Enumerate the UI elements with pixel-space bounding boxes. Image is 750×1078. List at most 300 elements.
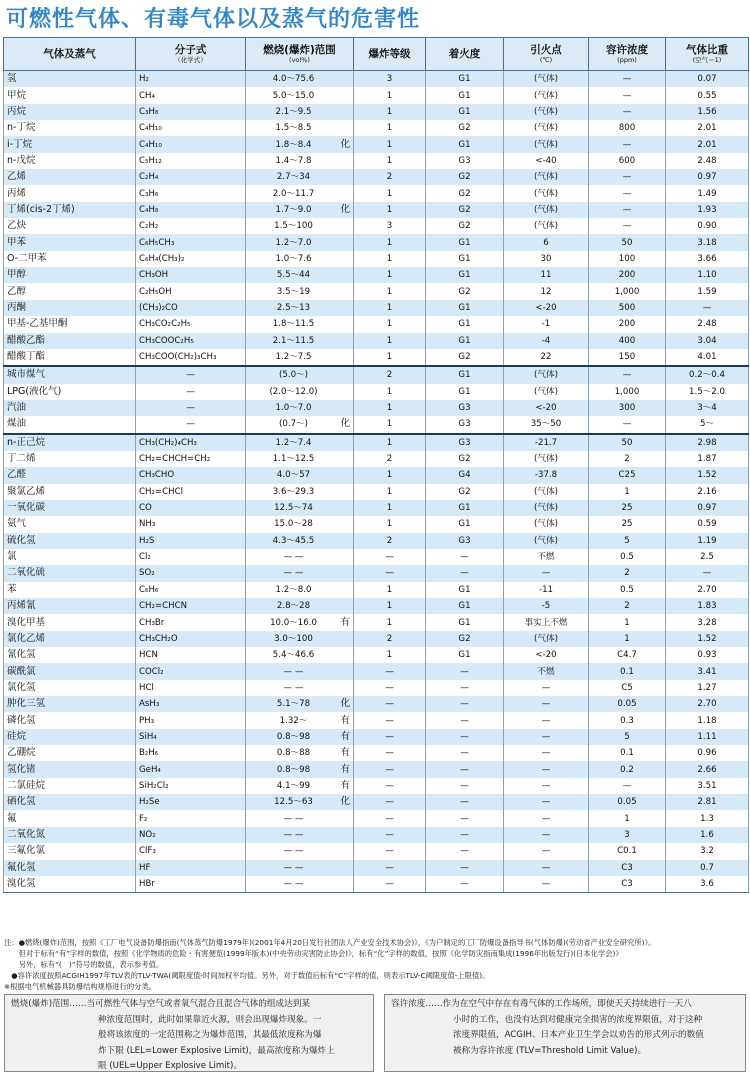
range-source-mark [338, 582, 350, 598]
explosion-range-value: 1.2～7.0 [275, 237, 312, 248]
table-row [4, 467, 749, 483]
range-source-mark [338, 680, 350, 696]
gas-name-cell: 甲苯 [4, 234, 136, 250]
range-source-mark [338, 251, 350, 267]
flash-point-cell: (气体) [504, 631, 589, 647]
explosion-range-cell [246, 663, 354, 679]
explosion-class-cell: 1 [354, 416, 426, 433]
specific-gravity-cell: 2.70 [666, 582, 749, 598]
explosion-class-cell: — [354, 696, 426, 712]
explosion-range-cell [246, 696, 354, 712]
explosion-range-value: — — [283, 862, 304, 873]
flash-point-cell: — [504, 843, 589, 859]
ignition-grade-cell: G1 [426, 384, 504, 400]
gas-name-cell: n-正己烷 [4, 434, 136, 451]
column-header-unit: (空气＝1) [692, 56, 722, 64]
table-row [4, 484, 749, 500]
allowable-concentration-cell: 1,000 [589, 283, 666, 299]
explosion-range-cell [246, 366, 354, 383]
gas-name-cell: n-戊烷 [4, 153, 136, 169]
gas-name-cell: 硅烷 [4, 729, 136, 745]
explosion-range-cell [246, 810, 354, 826]
flash-point-cell: (气体) [504, 202, 589, 218]
explosion-class-cell: 1 [354, 87, 426, 103]
flash-point-cell: (气体) [504, 366, 589, 383]
table-row [4, 712, 749, 728]
explosion-range-value: 10.0～16.0 [270, 617, 317, 628]
explosion-class-cell: 1 [354, 400, 426, 416]
flash-point-cell: <-20 [504, 300, 589, 316]
flash-point-cell: — [504, 745, 589, 761]
gas-name-cell: 乙硼烷 [4, 745, 136, 761]
formula-cell: CH₃CH₂O [136, 631, 246, 647]
specific-gravity-cell: 1.6 [666, 827, 749, 843]
specific-gravity-cell: 0.55 [666, 87, 749, 103]
table-row [4, 153, 749, 169]
gas-name-cell: 氰化氢 [4, 647, 136, 663]
explosion-range-cell [246, 794, 354, 810]
range-source-mark [338, 300, 350, 316]
table-row [4, 333, 749, 349]
allowable-concentration-cell: C0.1 [589, 843, 666, 859]
explosion-range-value: 1.1～12.5 [272, 454, 315, 465]
explosion-class-cell: 1 [354, 316, 426, 332]
explosion-range-cell [246, 120, 354, 136]
footnote-line: 注：●燃烧(爆炸)范围，按照《工厂电气设备防爆指南(气体蒸气防爆1979年)(2001年4月20日发行社团法人产业安全技术协会)》，《为户制定的工厂防爆设备指导书(气体防爆)(劳动省产业安全研究所)》。 [4, 938, 656, 947]
specific-gravity-cell: 1.52 [666, 467, 749, 483]
formula-cell: C₄H₈ [136, 202, 246, 218]
formula-cell: CH₃(CH₂)₄CH₃ [136, 434, 246, 451]
specific-gravity-cell: 1.87 [666, 451, 749, 467]
specific-gravity-cell: 1.10 [666, 267, 749, 283]
column-header [426, 38, 504, 71]
allowable-concentration-cell: — [589, 169, 666, 185]
explosion-range-value: 2.7～34 [276, 172, 311, 183]
table-row [4, 400, 749, 416]
gas-name-cell: 丙烷 [4, 104, 136, 120]
explosion-range-cell [246, 729, 354, 745]
ignition-grade-cell: G1 [426, 71, 504, 88]
explosion-class-cell: 2 [354, 533, 426, 549]
explosion-range-value: 3.6～29.3 [272, 486, 315, 497]
box-label: 燃烧(爆炸)范围…… [11, 999, 87, 1009]
ignition-grade-cell: — [426, 876, 504, 893]
allowable-concentration-cell: 600 [589, 153, 666, 169]
gas-name-cell: 乙醛 [4, 467, 136, 483]
range-source-mark [338, 860, 350, 876]
page-title: 可燃性气体、有毒气体以及蒸气的危害性 [6, 7, 421, 32]
explosion-range-box [4, 994, 374, 1072]
specific-gravity-cell: 2.01 [666, 120, 749, 136]
explosion-range-value: 1.0～7.6 [275, 253, 312, 264]
ignition-grade-cell: G1 [426, 500, 504, 516]
ignition-grade-cell: G2 [426, 202, 504, 218]
column-header [354, 38, 426, 71]
explosion-class-cell: 1 [354, 202, 426, 218]
formula-cell: H₂S [136, 533, 246, 549]
gas-name-cell: 丁烯(cis-2丁烯) [4, 202, 136, 218]
allowable-concentration-cell: 0.1 [589, 663, 666, 679]
allowable-concentration-cell: 2 [589, 565, 666, 581]
flash-point-cell: 35～50 [504, 416, 589, 433]
box-label: 容许浓度…… [391, 999, 443, 1009]
explosion-class-cell: — [354, 876, 426, 893]
explosion-range-cell [246, 565, 354, 581]
explosion-range-value: 0.8～98 [276, 764, 311, 775]
allowable-concentration-cell: 0.1 [589, 745, 666, 761]
explosion-class-cell: — [354, 565, 426, 581]
formula-cell: — [136, 416, 246, 433]
formula-cell: H₂ [136, 71, 246, 88]
specific-gravity-cell: 1.52 [666, 631, 749, 647]
explosion-range-cell [246, 267, 354, 283]
explosion-range-cell [246, 349, 354, 366]
specific-gravity-cell: 0.93 [666, 647, 749, 663]
ignition-grade-cell: G1 [426, 516, 504, 532]
explosion-range-value: 3.0～100 [274, 633, 313, 644]
specific-gravity-cell: 3.18 [666, 234, 749, 250]
flash-point-cell: -11 [504, 582, 589, 598]
flash-point-cell: — [504, 827, 589, 843]
table-row [4, 267, 749, 283]
formula-cell: CH₃Br [136, 614, 246, 630]
explosion-range-cell [246, 778, 354, 794]
explosion-class-cell: 1 [354, 647, 426, 663]
allowable-concentration-cell: C3 [589, 860, 666, 876]
gas-name-cell: 乙炔 [4, 218, 136, 234]
flash-point-cell: <-40 [504, 153, 589, 169]
explosion-range-cell [246, 153, 354, 169]
table-body [4, 71, 749, 893]
range-source-mark: 化 [340, 203, 350, 215]
flash-point-cell: (气体) [504, 120, 589, 136]
ignition-grade-cell: — [426, 729, 504, 745]
flash-point-cell: 11 [504, 267, 589, 283]
explosion-range-value: 1.2～7.5 [275, 352, 312, 363]
explosion-class-cell: 1 [354, 349, 426, 366]
ignition-grade-cell: G1 [426, 316, 504, 332]
explosion-range-cell [246, 631, 354, 647]
column-header [246, 38, 354, 71]
specific-gravity-cell: 3.6 [666, 876, 749, 893]
range-source-mark [338, 153, 350, 169]
explosion-range-cell [246, 234, 354, 250]
explosion-range-cell [246, 451, 354, 467]
explosion-class-cell: 1 [354, 582, 426, 598]
table-row [4, 316, 749, 332]
table-row [4, 549, 749, 565]
column-header [666, 38, 749, 71]
table-row [4, 778, 749, 794]
explosion-range-cell [246, 300, 354, 316]
gas-name-cell: 苯 [4, 582, 136, 598]
table-row [4, 451, 749, 467]
column-header-label: 爆炸等级 [368, 48, 411, 60]
flash-point-cell: <-20 [504, 647, 589, 663]
column-header-unit: (℃) [539, 56, 553, 64]
gas-name-cell: 乙烯 [4, 169, 136, 185]
formula-cell: AsH₃ [136, 696, 246, 712]
table-row [4, 663, 749, 679]
explosion-range-value: 2.1～11.5 [272, 335, 315, 346]
ignition-grade-cell: G1 [426, 614, 504, 630]
specific-gravity-cell: 1.19 [666, 533, 749, 549]
gas-name-cell: i-丁烷 [4, 136, 136, 152]
explosion-range-cell [246, 434, 354, 451]
formula-cell: GeH₄ [136, 761, 246, 777]
specific-gravity-cell: — [666, 565, 749, 581]
explosion-class-cell: 1 [354, 234, 426, 250]
formula-cell: — [136, 366, 246, 383]
explosion-class-cell: 3 [354, 218, 426, 234]
column-header [136, 38, 246, 71]
range-source-mark [338, 876, 350, 892]
ignition-grade-cell: G2 [426, 283, 504, 299]
allowable-concentration-cell: 5 [589, 729, 666, 745]
allowable-concentration-cell: 2 [589, 598, 666, 614]
table-row [4, 136, 749, 152]
range-source-mark [338, 88, 350, 104]
formula-cell: C₆H₅CH₃ [136, 234, 246, 250]
ignition-grade-cell: G1 [426, 234, 504, 250]
specific-gravity-cell: 3.66 [666, 251, 749, 267]
explosion-range-value: 5.0～15.0 [272, 90, 315, 101]
explosion-class-cell: 1 [354, 434, 426, 451]
column-header-label: 气体及蒸气 [43, 48, 96, 60]
gas-name-cell: 二氧化硫 [4, 565, 136, 581]
explosion-range-value: 2.0～11.7 [272, 188, 315, 199]
allowable-concentration-cell: — [589, 185, 666, 201]
explosion-class-cell: 1 [354, 283, 426, 299]
ignition-grade-cell: G3 [426, 153, 504, 169]
explosion-class-cell: — [354, 761, 426, 777]
gas-name-cell: 氯 [4, 549, 136, 565]
range-source-mark [338, 316, 350, 332]
ignition-grade-cell: — [426, 696, 504, 712]
gas-name-cell: 氟 [4, 810, 136, 826]
column-header-label: 引火点 [530, 44, 562, 56]
explosion-range-cell [246, 283, 354, 299]
ignition-grade-cell: G1 [426, 267, 504, 283]
flash-point-cell: -5 [504, 598, 589, 614]
range-source-mark [338, 267, 350, 283]
specific-gravity-cell: 2.81 [666, 794, 749, 810]
allowable-concentration-cell: 1 [589, 810, 666, 826]
gas-name-cell: 乙醇 [4, 283, 136, 299]
allowable-concentration-cell: 500 [589, 300, 666, 316]
table-row [4, 745, 749, 761]
allowable-concentration-cell: — [589, 104, 666, 120]
flash-point-cell: (气体) [504, 533, 589, 549]
range-source-mark [338, 218, 350, 234]
allowable-concentration-cell: 0.2 [589, 761, 666, 777]
explosion-range-cell [246, 827, 354, 843]
gas-name-cell: 氢 [4, 71, 136, 88]
ignition-grade-cell: G3 [426, 434, 504, 451]
explosion-range-cell [246, 876, 354, 893]
table-row [4, 104, 749, 120]
allowable-concentration-cell: — [589, 778, 666, 794]
table-row [4, 680, 749, 696]
explosion-range-cell [246, 745, 354, 761]
formula-cell: C₂H₂ [136, 218, 246, 234]
explosion-range-value: (5.0～) [279, 370, 308, 381]
formula-cell: HCl [136, 680, 246, 696]
allowable-concentration-cell: 0.5 [589, 582, 666, 598]
explosion-class-cell: — [354, 712, 426, 728]
explosion-range-cell [246, 251, 354, 267]
formula-cell: H₂Se [136, 794, 246, 810]
allowable-concentration-cell: 100 [589, 251, 666, 267]
specific-gravity-cell: 1.18 [666, 712, 749, 728]
allowable-concentration-cell: — [589, 202, 666, 218]
explosion-class-cell: — [354, 729, 426, 745]
explosion-class-cell: 1 [354, 384, 426, 400]
range-source-mark [338, 349, 350, 365]
flash-point-cell: 事实上不燃 [504, 614, 589, 630]
table-row [4, 876, 749, 893]
table-row [4, 631, 749, 647]
explosion-range-value: 4.0～75.6 [272, 74, 315, 85]
flash-point-cell: (气体) [504, 136, 589, 152]
ignition-grade-cell: — [426, 827, 504, 843]
specific-gravity-cell: 3～4 [666, 400, 749, 416]
explosion-range-value: — — [283, 666, 304, 677]
explosion-range-value: (2.0～12.0) [269, 386, 318, 397]
allowable-concentration-cell: 1 [589, 484, 666, 500]
allowable-concentration-cell: 200 [589, 316, 666, 332]
explosion-class-cell: — [354, 860, 426, 876]
explosion-class-cell: 2 [354, 631, 426, 647]
explosion-range-cell [246, 218, 354, 234]
explosion-range-value: — — [283, 846, 304, 857]
flash-point-cell: (气体) [504, 218, 589, 234]
gas-name-cell: 醋酸乙酯 [4, 333, 136, 349]
footnote-line: ※根据电气机械器具防爆结构规格进行的分类。 [4, 982, 157, 991]
range-source-mark [338, 104, 350, 120]
explosion-range-cell [246, 516, 354, 532]
specific-gravity-cell: 1.3 [666, 810, 749, 826]
explosion-class-cell: — [354, 843, 426, 859]
ignition-grade-cell: G1 [426, 366, 504, 383]
allowable-concentration-box [384, 994, 746, 1072]
explosion-range-cell [246, 202, 354, 218]
flash-point-cell: (气体) [504, 516, 589, 532]
specific-gravity-cell: 0.96 [666, 745, 749, 761]
formula-cell: CH₂=CHCl [136, 484, 246, 500]
explosion-range-value: 1.4～7.8 [275, 155, 312, 166]
formula-cell: NH₃ [136, 516, 246, 532]
explosion-class-cell: 2 [354, 451, 426, 467]
explosion-range-value: 2.8～28 [276, 601, 311, 612]
explosion-range-value: 0.8～88 [276, 748, 311, 759]
table-row [4, 185, 749, 201]
range-source-mark [338, 664, 350, 680]
ignition-grade-cell: — [426, 761, 504, 777]
ignition-grade-cell: — [426, 680, 504, 696]
explosion-class-cell: 1 [354, 136, 426, 152]
table-row [4, 234, 749, 250]
allowable-concentration-cell: 1 [589, 614, 666, 630]
formula-cell: C₃H₈ [136, 104, 246, 120]
flash-point-cell: — [504, 680, 589, 696]
explosion-range-cell [246, 87, 354, 103]
flash-point-cell: — [504, 860, 589, 876]
gas-name-cell: 甲基-乙基甲酮 [4, 316, 136, 332]
explosion-range-value: 1.5～8.5 [275, 123, 312, 134]
allowable-concentration-cell: 0.5 [589, 549, 666, 565]
allowable-concentration-cell: 3 [589, 827, 666, 843]
range-source-mark [338, 435, 350, 451]
flash-point-cell: — [504, 876, 589, 893]
column-header [589, 38, 666, 71]
formula-cell: C₄H₁₀ [136, 120, 246, 136]
table-header-row [4, 38, 749, 71]
table-row [4, 860, 749, 876]
gas-name-cell: 醋酸丁酯 [4, 349, 136, 366]
ignition-grade-cell: G4 [426, 467, 504, 483]
gas-name-cell: 一氧化碳 [4, 500, 136, 516]
allowable-concentration-cell: 300 [589, 400, 666, 416]
explosion-range-value: — — [283, 682, 304, 693]
flash-point-cell: -1 [504, 316, 589, 332]
formula-cell: CH₃OH [136, 267, 246, 283]
formula-cell: (CH₃)₂CO [136, 300, 246, 316]
flash-point-cell: 12 [504, 283, 589, 299]
table-row [4, 366, 749, 383]
explosion-class-cell: — [354, 549, 426, 565]
formula-cell: CO [136, 500, 246, 516]
column-header-label: 容许浓度 [606, 44, 648, 56]
footnotes [4, 937, 749, 992]
flash-point-cell: — [504, 565, 589, 581]
table-row [4, 647, 749, 663]
column-header [4, 38, 136, 71]
ignition-grade-cell: G2 [426, 169, 504, 185]
table-row [4, 696, 749, 712]
ignition-grade-cell: G1 [426, 333, 504, 349]
specific-gravity-cell: 3.41 [666, 663, 749, 679]
table-row [4, 794, 749, 810]
flash-point-cell: — [504, 810, 589, 826]
box-text-line: 浓度界限值，ACGIH、日本产业卫生学会以劝告的形式列示的数值 [453, 1030, 704, 1040]
gas-name-cell: 丁二烯 [4, 451, 136, 467]
allowable-concentration-cell: 800 [589, 120, 666, 136]
specific-gravity-cell: 1.11 [666, 729, 749, 745]
ignition-grade-cell: G1 [426, 104, 504, 120]
allowable-concentration-cell: — [589, 71, 666, 88]
gas-name-cell: 溴化氢 [4, 876, 136, 893]
ignition-grade-cell: G2 [426, 120, 504, 136]
gas-name-cell: 磷化氢 [4, 712, 136, 728]
table-row [4, 729, 749, 745]
range-source-mark [338, 811, 350, 827]
table-row [4, 384, 749, 400]
explosion-range-value: 4.3～45.5 [272, 535, 315, 546]
explosion-class-cell: 1 [354, 614, 426, 630]
table-row [4, 582, 749, 598]
explosion-class-cell: 1 [354, 185, 426, 201]
specific-gravity-cell: 0.07 [666, 71, 749, 88]
range-source-mark [338, 843, 350, 859]
allowable-concentration-cell: C3 [589, 876, 666, 893]
allowable-concentration-cell: 150 [589, 349, 666, 366]
explosion-range-value: — — [283, 813, 304, 824]
table-row [4, 843, 749, 859]
formula-cell: NO₂ [136, 827, 246, 843]
range-source-mark [338, 333, 350, 349]
explosion-class-cell: 2 [354, 366, 426, 383]
